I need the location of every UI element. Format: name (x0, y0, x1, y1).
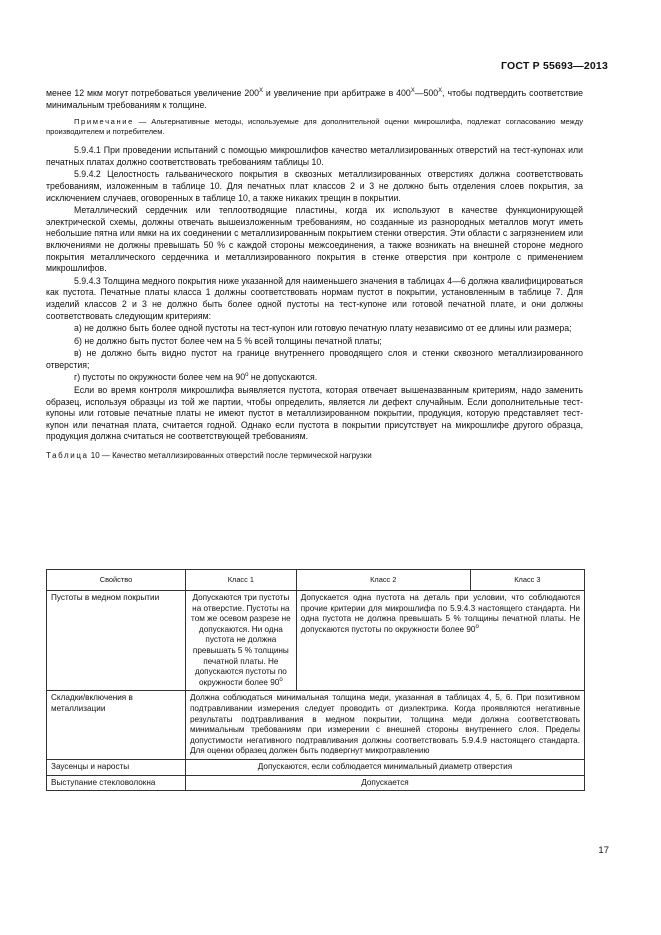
cell-value: Допускаются, если соблюдается минимальный диаметр отверстия (185, 759, 584, 775)
paragraph-5-9-4-1: 5.9.4.1 При проведении испытаний с помощью микрошлифов качество металлизированных отверстий на тест-купонах или печатных платах должно соответствовать требованиям таблицы 10. (46, 145, 583, 167)
document-body (46, 88, 583, 471)
intro-sup-1: Х (258, 88, 263, 94)
header-class-1: Класс 1 (185, 570, 296, 591)
cell-value: Допускается (185, 775, 584, 791)
intro-paragraph (46, 88, 583, 111)
intro-text-4: , чтобы подтвердить соответствие минимальным требованиям к толщине. (46, 88, 583, 110)
table-row (47, 759, 585, 775)
table-caption-label: Таблица (46, 451, 89, 461)
cell-property: Пустоты в медном покрытии (47, 591, 186, 691)
list-item-g (46, 372, 583, 384)
list-item-g-text: г) пустоты по окружности более чем на 90 (74, 372, 246, 383)
cell-property: Заусенцы и наросты (47, 759, 186, 775)
list-item-b: б) не должно быть пустот более чем на 5 % всей толщины печатной платы; (74, 335, 382, 346)
cell-property: Складки/включения в металлизации (47, 691, 186, 760)
quality-table (46, 569, 585, 791)
cell-class-2-3 (296, 591, 584, 691)
table-caption (46, 450, 583, 462)
header-class-2: Класс 2 (296, 570, 470, 591)
intro-sup-3: Х (438, 88, 443, 94)
table-caption-text: 10 — Качество металлизированных отверстий после термической нагрузки (88, 451, 372, 461)
header-property: Свойство (47, 570, 186, 591)
cell-value: Должна соблюдаться минимальная толщина меди, указанная в таблицах 4, 5, 6. При позитивном подтравливании измерения следует проводить от диэлектрика. Когда проявляются негативные результаты подтравливания в медном покрытии, толщина меди должна соответствовать минимальным требованиям при измерении с внешней стороны внутреннего слоя. Пределы допустимости негативного подтравливания должны соответствовать 5.9.4.9 настоящего стандарта. Для оценки образец должен быть подвергнут микротравлению (185, 691, 584, 760)
paragraph-5-9-4-3: 5.9.4.3 Толщина медного покрытия ниже указанной для наименьшего значения в таблицах 4—6 должна квалифицироваться как пустота. Печатные платы класса 1 должны соответствовать нормам пустот в покрытии, установленным в таблице 7. Для изделий классов 2 и 3 не должно быть более одной пустоты на тест-купоне или готовой печатной плате, и они должны соответствовать следующим критериям: (46, 275, 583, 321)
paragraph-5-9-4-2: 5.9.4.2 Целостность гальванического покрытия в сквозных металлизированных отверстиях должна соответствовать требованиям, изложенным в таблице 10. Для печатных плат классов 2 и 3 не должно быть отделения слоев покрытия, за исключением случаев, оговоренных в таблице 10, а также никаких трещин в покрытии. (46, 169, 583, 203)
header-class-3: Класс 3 (470, 570, 584, 591)
intro-text-1: менее 12 мкм могут потребоваться увеличение 200 (46, 88, 259, 98)
intro-text-2: и увеличение при арбитраже в 400 (263, 88, 411, 98)
note-paragraph (46, 117, 583, 137)
note-text: — Альтернативные методы, используемые для дополнительной оценки микрошлифа, подлежат согласованию между производителем и потребителем. (46, 117, 583, 137)
paragraph-final: Если во время контроля микрошлифа выявляется пустота, которая отвечает вышеназванным критериям, надо заменить образец, используя образцы из той же партии, чтобы определить, является ли дефект случайным. Если дополнительные тест-купоны или готовые печатные платы не имеют пустот в металлизированном покрытии, продукция, которую представляет тест-купон или печатная плата, считается годной. Однако если пустота в покрытии присутствует на микрошлифе другого образца, продукция должна считаться не соответствующей требованиям. (46, 385, 583, 442)
note-label: Примечание (74, 117, 134, 127)
list-item-g-tail: не допускаются. (248, 372, 318, 383)
list-item-v: в) не должно быть видно пустот на границе внутреннего проводящего слоя и стенки сквозного металлизированного отверстия; (46, 348, 583, 370)
cell-property: Выступание стекловолокна (47, 775, 186, 791)
cell-class-2-3-text: Допускается одна пустота на деталь при условии, что соблюдаются прочие критерии для микрошлифа по 5.9.4.3 настоящего стандарта. Ни одна пустота не должна превышать 5 % толщины печатной платы. Не допускаются пустоты по окружности более 90 (300, 593, 580, 634)
cell-class-2-3-sup: о (475, 623, 479, 630)
table-header-row (47, 570, 585, 591)
document-code: ГОСТ Р 55693—2013 (500, 60, 608, 72)
intro-text-3: —500 (414, 88, 439, 98)
list-item-g-sup: о (245, 372, 249, 379)
cell-class-1-text: Допускаются три пустоты на отверстие. Пустоты на том же осевом разрезе не допускаются. Ни одна пустота не должна превышать 5 % толщины печатной платы. Не допускаются пустоты по окружности более 90 (191, 593, 291, 687)
paragraph-metal-core: Металлический сердечник или теплоотводящие пластины, когда их используют в качестве функционирующей электрической схемы, должны отвечать вышеизложенным требованиям, но созданные из разнородных металлов могут иметь небольшие пятна или ямки на их соединении с металлизированным покрытием стенки отверстия. Эти области с загрязнением или включениями не должны превышать 50 % с каждой стороны межсоединения, а также возникать на внешней стороне медного покрытия металлического сердечника и металлизированного покрытия в стенке отверстия при контроле с применением микрошлифов. (46, 205, 583, 274)
intro-sup-2: Х (410, 88, 415, 94)
page-number: 17 (598, 845, 609, 856)
list-item-a: а) не должно быть более одной пустоты на тест-купон или готовую печатную плату независимо от ее длины или размера; (74, 323, 572, 334)
cell-class-1-sup: о (279, 676, 283, 683)
cell-class-1 (185, 591, 296, 691)
table-row (47, 591, 585, 691)
table-row (47, 775, 585, 791)
table-row (47, 691, 585, 760)
